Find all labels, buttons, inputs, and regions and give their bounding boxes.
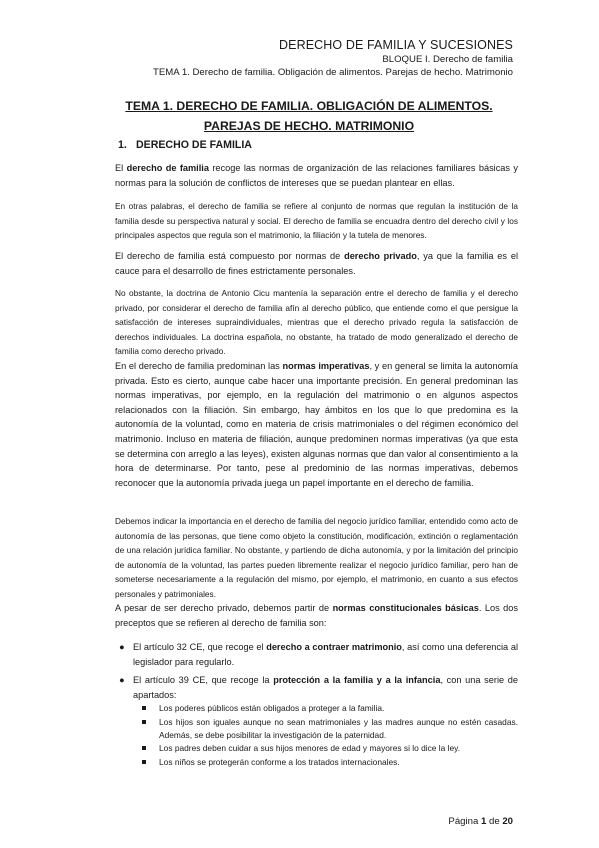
p7-bold: normas constitucionales básicas <box>332 603 479 613</box>
bullet-text-c: , así como una deferencia al legislador para regularlo. <box>133 642 518 667</box>
paragraph-constitutional-norms <box>115 601 518 630</box>
bullet-text-c: , con una serie de apartados: <box>133 675 518 700</box>
list-item-art39 <box>115 673 518 769</box>
page-number <box>448 816 513 827</box>
section-heading <box>118 139 252 151</box>
p3-text-a: El derecho de familia está compuesto por normas de <box>115 251 345 261</box>
sublist-item-text: Los padres deben cuidar a sus hijos menores de edad y mayores si lo dice la ley. <box>159 743 461 754</box>
sublist-item <box>133 742 518 755</box>
list-item-art32 <box>115 640 518 669</box>
section-number: 1. <box>118 139 127 151</box>
square-bullet-icon <box>142 746 146 750</box>
bullet-bold: derecho a contraer matrimonio <box>266 642 402 652</box>
paragraph-imperative-norms <box>115 359 518 490</box>
running-header <box>153 37 513 79</box>
sublist-item-text: Los hijos son iguales aunque no sean matrimoniales y las madres aunque no estén casadas. Además, se debe posibilitar la investigación de la paternidad. <box>159 716 518 740</box>
header-block: BLOQUE I. Derecho de familia <box>382 54 513 65</box>
sublist-item-text: Los niños se protegerán conforme a los tratados internacionales. <box>159 756 400 767</box>
p1-bold: derecho de familia <box>126 163 209 173</box>
page-label: Página <box>448 816 481 827</box>
p3-bold: derecho privado <box>344 251 417 261</box>
art39-sublist <box>133 702 518 768</box>
bullet-bold: protección a la familia y a la infancia <box>273 675 441 686</box>
page-total: 20 <box>502 816 513 827</box>
p5-bold: normas imperativas <box>282 361 370 371</box>
header-course: DERECHO DE FAMILIA Y SUCESIONES <box>279 38 513 52</box>
p3-text-c: , ya que la familia es el cauce para el desarrollo de fines estrictamente personales. <box>115 251 518 276</box>
bullet-icon: ● <box>119 675 125 686</box>
sublist-item <box>133 716 518 743</box>
paragraph-cicu-doctrine: No obstante, la doctrina de Antonio Cicu mantenía la separación entre el derecho de familia y el derecho privado, por considerar el derecho de familia afín al derecho público, que entiende como el que persigue la satisfacción de intereses supraindividuales, mientras que el derecho privado regula la satisfacción de derechos individuales. La doctrina española, no obstante, ha tratado de modo generalizado el derecho de familia como derecho privado. <box>115 288 518 357</box>
square-bullet-icon <box>142 720 146 724</box>
page-current: 1 <box>480 816 487 827</box>
p5-text-c: , y en general se limita la autonomía privada. Esto es cierto, aunque cabe hacer una importante precisión. En general predominan las normas imperativas, por ejemplo, en la regulación del matrimonio o en algunos aspectos relacionados con la filiación. Sin embargo, hay ámbitos en los que lo que predomina es la autonomía de la voluntad, como en materia de crisis matrimoniales o del régimen económico del matrimonio. Incluso en materia de filiación, aunque predominen normas imperativas (ya que esta se determina con arreglo a las leyes), existen algunas normas que dan valor al consentimiento a la hora de determinarse. Por tanto, pese al predominio de las normas imperativas, debemos reconocer que la autonomía privada juega un papel importante en el derecho de familia. <box>115 361 519 488</box>
paragraph-legal-business: Debemos indicar la importancia en el derecho de familia del negocio jurídico familiar, entendido como acto de autonomía de las personas, que tiene como objeto la constitución, modificación, extinción o reglamentación de una relación jurídica familiar. No obstante, y partiendo de dicha autonomía, y por la limitación del principio de autonomía de la voluntad, las partes pueden libremente realizar el negocio jurídico familiar, pero han de someterse necesariamente a la regulación del mismo, por ejemplo, el matrimonio, en cuanto a sus efectos personales y patrimoniales. <box>115 516 518 599</box>
sublist-item-text: Los poderes públicos están obligados a proteger a la familia. <box>159 703 385 714</box>
square-bullet-icon <box>142 706 146 710</box>
paragraph-definition <box>115 161 518 190</box>
p7-text-a: A pesar de ser derecho privado, debemos partir de <box>115 603 333 613</box>
square-bullet-icon <box>142 760 146 764</box>
paragraph-other-words: En otras palabras, el derecho de familia se refiere al conjunto de normas que regulan la institución de la familia desde su perspectiva natural y social. El derecho de familia se encuadra dentro del derecho civil y los principales aspectos que regula son el matrimonio, la filiación y la tutela de menores. <box>115 201 518 241</box>
sublist-item <box>133 702 518 715</box>
p7-text-c: . Los dos preceptos que se refieren al derecho de familia son: <box>115 603 518 628</box>
header-topic: TEMA 1. Derecho de familia. Obligación de alimentos. Parejas de hecho. Matrimonio <box>153 67 513 78</box>
sublist-item <box>133 756 518 769</box>
constitution-list <box>115 640 518 769</box>
paragraph-private-law <box>115 249 518 278</box>
p1-text-a: El <box>115 163 127 173</box>
bullet-text-a: El artículo 39 CE, que recoge la <box>133 675 274 686</box>
bullet-icon: ● <box>119 642 125 652</box>
page-of: de <box>486 816 503 827</box>
bullet-text-a: El artículo 32 CE, que recoge el <box>133 642 267 652</box>
p1-text-c: recoge las normas de organización de las relaciones familiares básicas y normas para la solución de conflictos de intereses que se puedan plantear en ellas. <box>115 163 518 188</box>
p5-text-a: En el derecho de familia predominan las <box>115 361 283 371</box>
page-title: TEMA 1. DERECHO DE FAMILIA. OBLIGACIÓN DE ALIMENTOS. PAREJAS DE HECHO. MATRIMONIO <box>125 99 493 133</box>
section-title: DERECHO DE FAMILIA <box>136 139 252 151</box>
